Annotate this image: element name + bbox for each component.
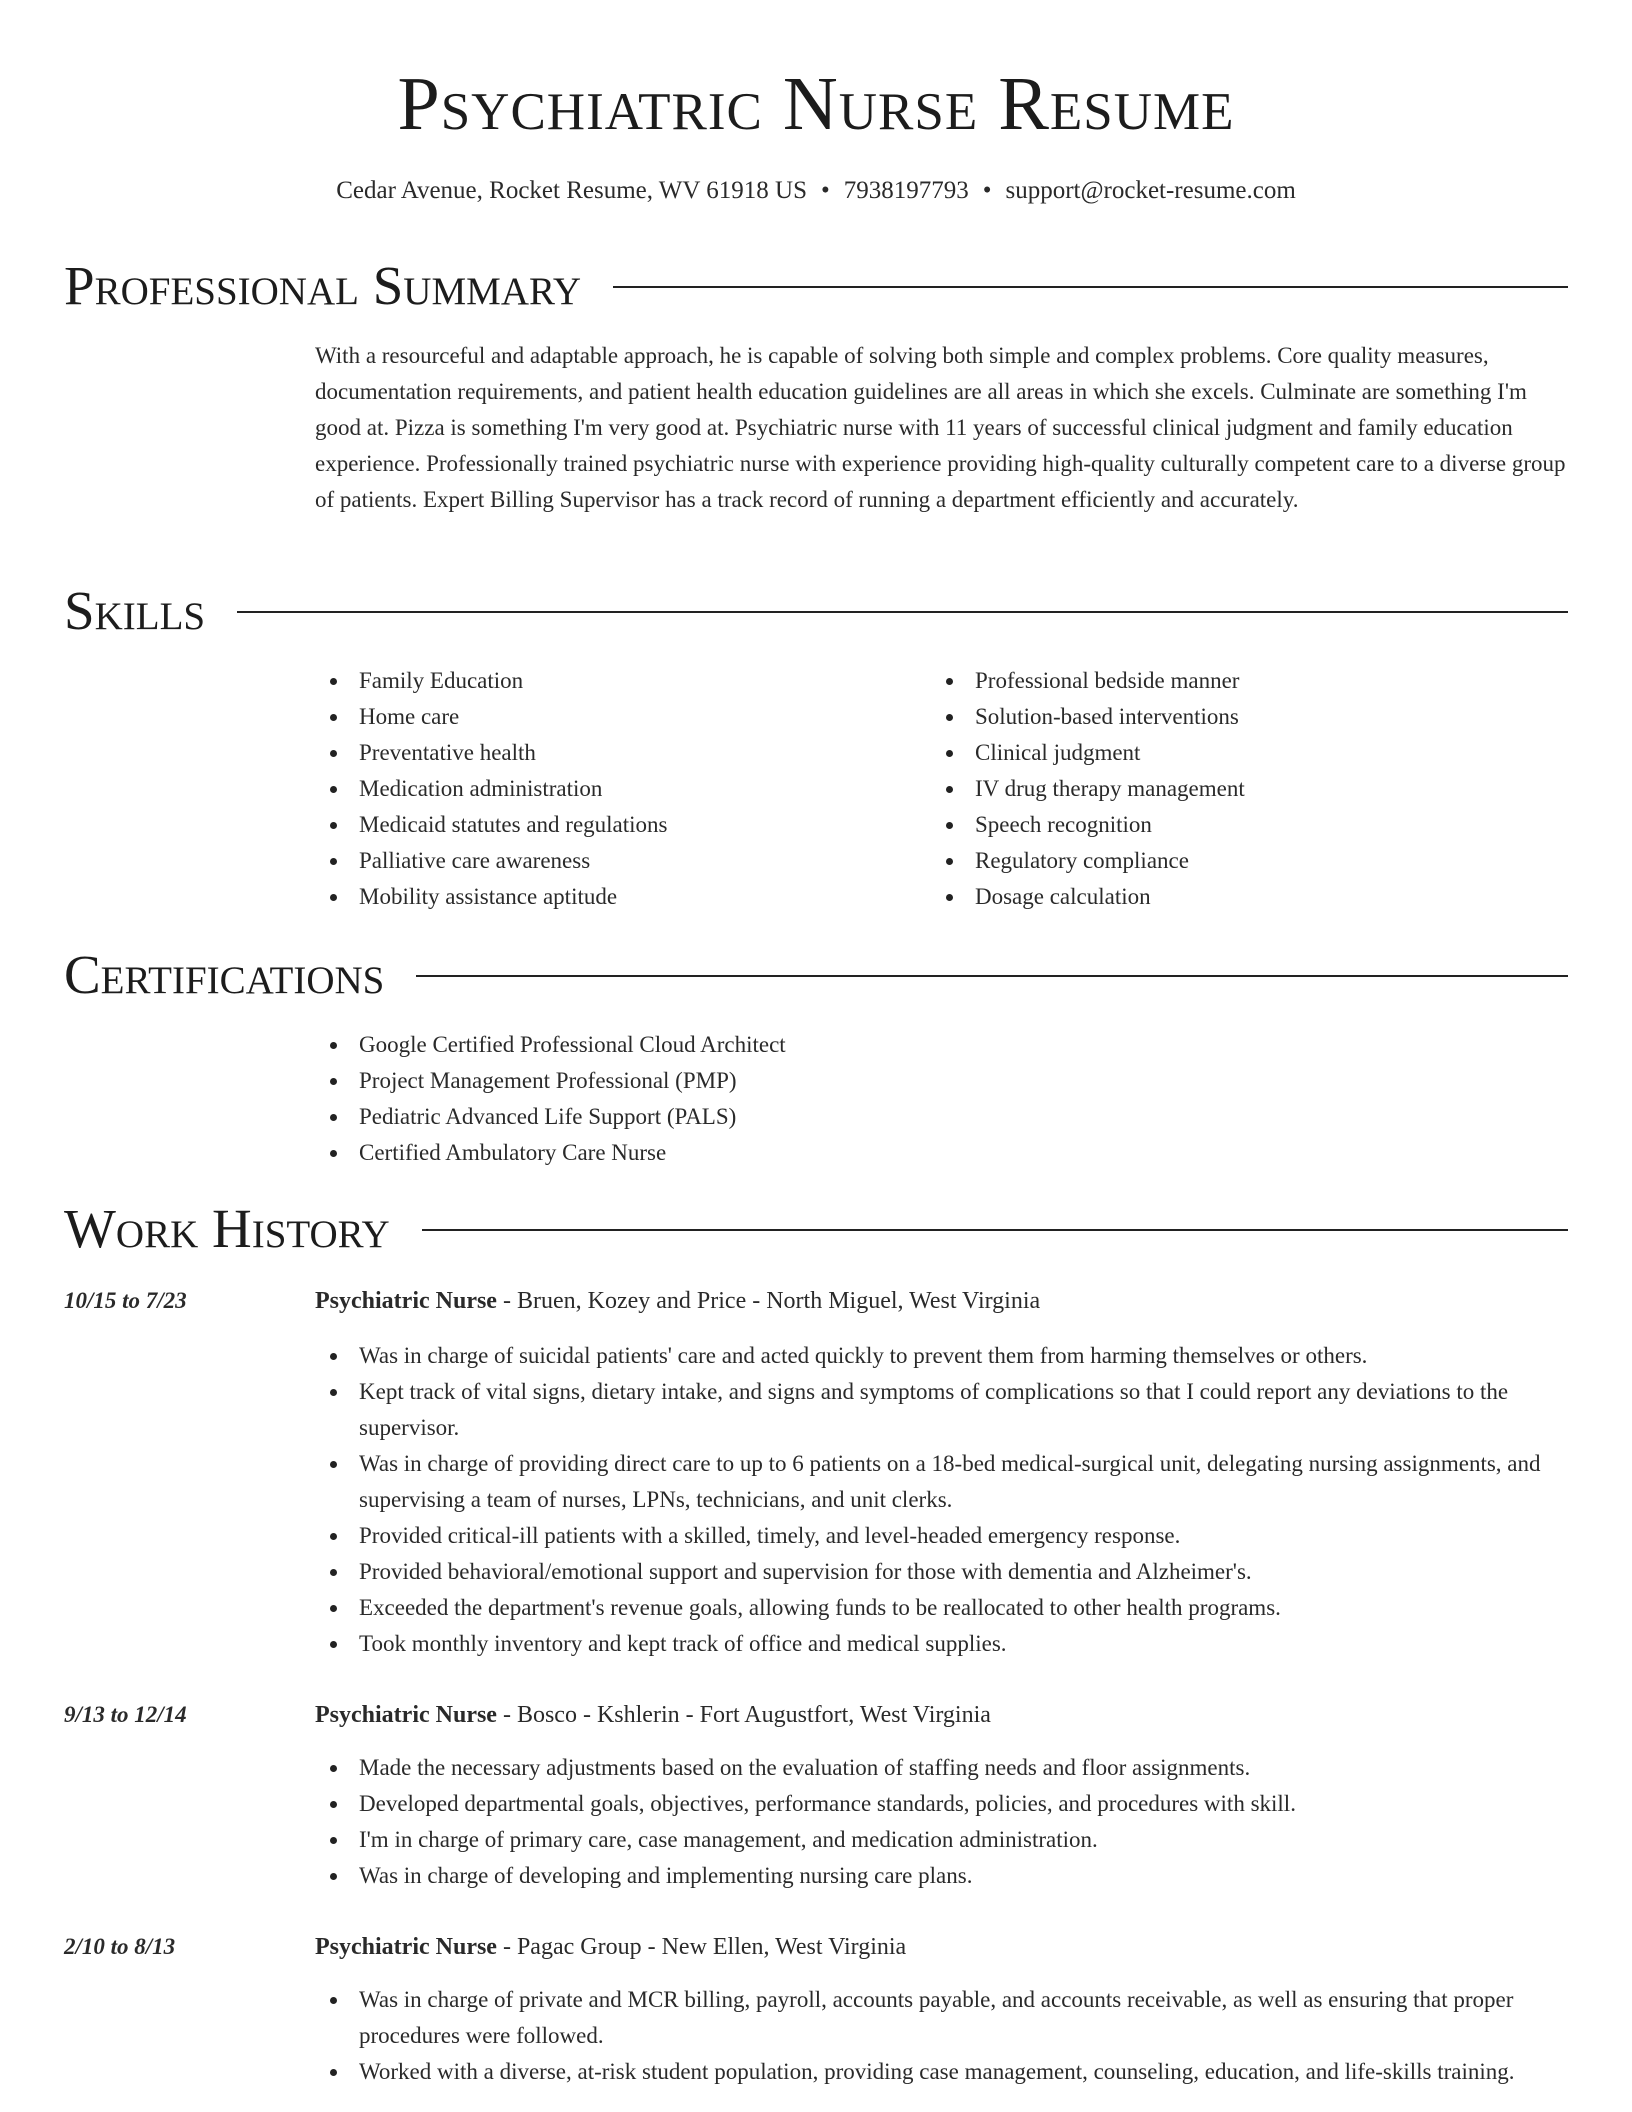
section-divider xyxy=(237,611,1568,613)
work-history-section-header xyxy=(64,1199,1568,1259)
skill-item: Solution-based interventions xyxy=(931,699,1531,735)
skill-item: Palliative care awareness xyxy=(315,843,915,879)
job-bullet: Made the necessary adjustments based on the evaluation of staffing needs and floor assignments. xyxy=(315,1750,1570,1786)
skill-item: Medication administration xyxy=(315,771,915,807)
skills-heading: Skills xyxy=(64,580,206,641)
certifications-list xyxy=(315,1027,1515,1171)
contact-email: support@rocket-resume.com xyxy=(1005,177,1296,204)
section-divider xyxy=(613,286,1568,288)
skill-item: Regulatory compliance xyxy=(931,843,1531,879)
job-employer: - Pagac Group - New Ellen, West Virginia xyxy=(496,1934,907,1960)
job-bullet-list xyxy=(315,1982,1570,2090)
certification-item: Certified Ambulatory Care Nurse xyxy=(315,1135,1515,1171)
skill-item: Clinical judgment xyxy=(931,735,1531,771)
skill-item: Home care xyxy=(315,699,915,735)
job-dates: 2/10 to 8/13 xyxy=(64,1934,176,1959)
job-title: Psychiatric Nurse xyxy=(315,1288,497,1314)
skill-item: Professional bedside manner xyxy=(931,663,1531,699)
contact-address: Cedar Avenue, Rocket Resume, WV 61918 US xyxy=(336,177,807,204)
job-bullet: Kept track of vital signs, dietary intake, and signs and symptoms of complications so that I could report any deviations to the supervisor. xyxy=(315,1374,1570,1446)
certification-item: Google Certified Professional Cloud Architect xyxy=(315,1027,1515,1063)
work-history-heading: Work History xyxy=(64,1198,390,1259)
skill-item: Speech recognition xyxy=(931,807,1531,843)
skill-item: Medicaid statutes and regulations xyxy=(315,807,915,843)
job-bullet: Was in charge of developing and implementing nursing care plans. xyxy=(315,1858,1570,1894)
job-employer: - Bosco - Kshlerin - Fort Augustfort, West Virginia xyxy=(496,1702,991,1728)
contact-phone: 7938197793 xyxy=(843,177,969,204)
job-bullet: Provided behavioral/emotional support and supervision for those with dementia and Alzheimer's. xyxy=(315,1554,1570,1590)
job-title: Psychiatric Nurse xyxy=(315,1934,497,1960)
job-bullet-list xyxy=(315,1338,1570,1662)
summary-text: With a resourceful and adaptable approach, he is capable of solving both simple and complex problems. Core quality measures, documentation requirements, and patient health education guidelines are all areas in which she excels. Culminate are something I'm good at. Pizza is something I'm very good at. Psychiatric nurse with 11 years of successful clinical judgment and family education experience. Professionally trained psychiatric nurse with experience providing high-quality culturally competent care to a diverse group of patients. Expert Billing Supervisor has a track record of running a department efficiently and accurately. xyxy=(315,343,1566,512)
skill-item: Preventative health xyxy=(315,735,915,771)
job-bullet: Exceeded the department's revenue goals, allowing funds to be reallocated to other health programs. xyxy=(315,1590,1570,1626)
job-dates: 10/15 to 7/23 xyxy=(64,1288,187,1313)
job-bullet: Was in charge of providing direct care to up to 6 patients on a 18-bed medical-surgical unit, delegating nursing assignments, and supervising a team of nurses, LPNs, technicians, and unit clerks. xyxy=(315,1446,1570,1518)
job-bullet-list xyxy=(315,1750,1570,1894)
job-bullet: I'm in charge of primary care, case management, and medication administration. xyxy=(315,1822,1570,1858)
skill-item: Mobility assistance aptitude xyxy=(315,879,915,915)
job-bullet: Worked with a diverse, at-risk student population, providing case management, counseling, education, and life-skills training. xyxy=(315,2054,1570,2090)
job-heading xyxy=(315,1700,991,1730)
certification-item: Pediatric Advanced Life Support (PALS) xyxy=(315,1099,1515,1135)
certifications-section-header xyxy=(64,945,1568,1005)
certification-item: Project Management Professional (PMP) xyxy=(315,1063,1515,1099)
contact-separator: • xyxy=(982,177,992,204)
section-divider xyxy=(416,975,1568,977)
job-bullet: Took monthly inventory and kept track of office and medical supplies. xyxy=(315,1626,1570,1662)
summary-section-header xyxy=(64,256,1568,316)
skill-item: Dosage calculation xyxy=(931,879,1531,915)
section-divider xyxy=(422,1229,1568,1231)
skill-item: Family Education xyxy=(315,663,915,699)
resume-title: Psychiatric Nurse Resume xyxy=(397,62,1235,146)
job-employer: - Bruen, Kozey and Price - North Miguel, West Virginia xyxy=(496,1288,1041,1314)
job-heading xyxy=(315,1286,1040,1316)
job-bullet: Developed departmental goals, objectives, performance standards, policies, and procedures with skill. xyxy=(315,1786,1570,1822)
skill-item: IV drug therapy management xyxy=(931,771,1531,807)
contact-line xyxy=(0,176,1632,206)
job-dates: 9/13 to 12/14 xyxy=(64,1702,187,1727)
skills-list-right xyxy=(931,663,1531,915)
certifications-heading: Certifications xyxy=(64,944,385,1005)
job-bullet: Provided critical-ill patients with a skilled, timely, and level-headed emergency response. xyxy=(315,1518,1570,1554)
job-heading xyxy=(315,1932,906,1962)
job-bullet: Was in charge of private and MCR billing, payroll, accounts payable, and accounts receivable, as well as ensuring that proper procedures were followed. xyxy=(315,1982,1570,2054)
job-bullet: Was in charge of suicidal patients' care and acted quickly to prevent them from harming themselves or others. xyxy=(315,1338,1570,1374)
skills-list-left xyxy=(315,663,915,915)
skills-section-header xyxy=(64,581,1568,641)
job-title: Psychiatric Nurse xyxy=(315,1702,497,1728)
summary-heading: Professional Summary xyxy=(64,255,582,316)
contact-separator: • xyxy=(820,177,830,204)
